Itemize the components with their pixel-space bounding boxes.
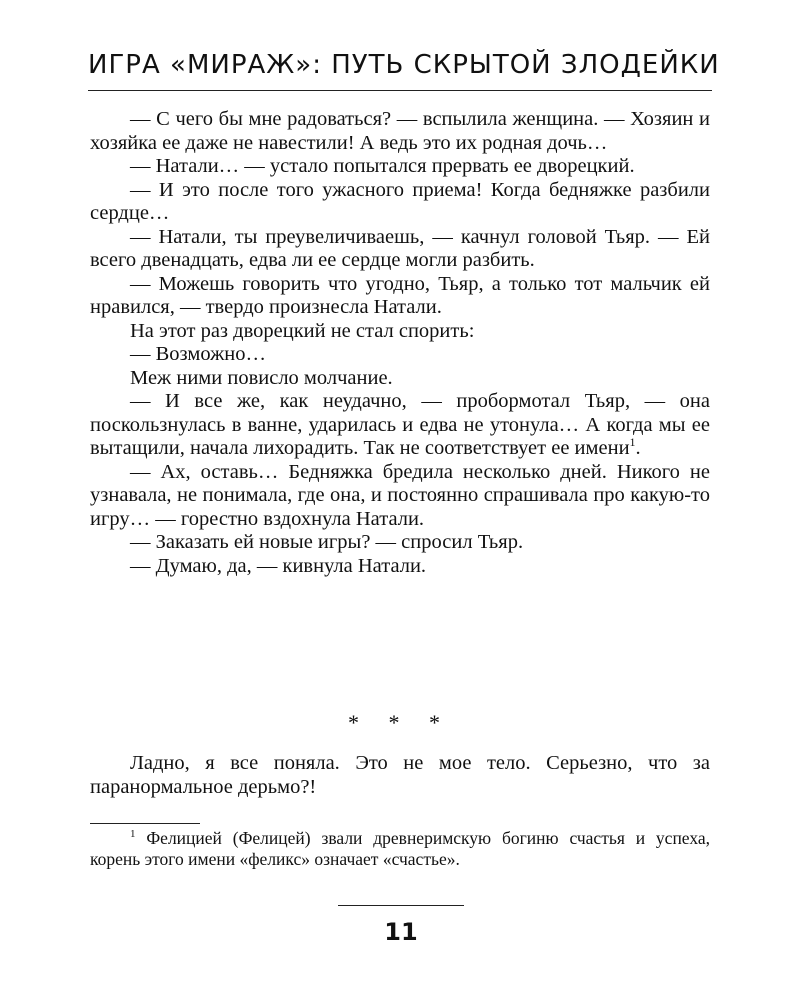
footnote-text: Фелицией (Фелицей) звали древнеримскую богиню счастья и успеха, корень этого имени «феликс» означает «счастье». <box>90 828 711 869</box>
page-number: 11 <box>384 918 418 946</box>
paragraph-after-break: Ладно, я все поняла. Это не мое тело. Серьезно, что за паранормальное дерьмо?! <box>90 752 710 798</box>
footnote-reference[interactable]: 1 <box>629 435 636 450</box>
running-head: ИГРА «МИРАЖ»: ПУТЬ СКРЫТОЙ ЗЛОДЕЙКИ <box>88 50 720 80</box>
paragraph: — Думаю, да, — кивнула Натали. <box>130 554 427 577</box>
paragraph: — Натали… — устало попытался прервать ее дворецкий. <box>130 155 635 177</box>
paragraph: Меж ними повисло молчание. <box>130 366 393 389</box>
paragraph: — Натали, ты преувеличиваешь, — качнул головой Тьяр. — Ей всего двенадцать, едва ли ее сердце могли разбить. <box>90 225 710 271</box>
paragraph: — Можешь говорить что угодно, Тьяр, а только тот мальчик ей нравился, — твердо произнесла Натали. <box>90 272 710 318</box>
paragraph: — Возможно… <box>130 343 266 365</box>
paragraph-text: — И все же, как неудачно, — пробормотал Тьяр, — она поскользнулась в ванне, ударилась и едва не утонула… А когда мы ее вытащили, начала лихорадить. Так не соответствует ее имени <box>90 390 710 459</box>
paragraph-with-footnote: — И все же, как неудачно, — пробормотал Тьяр, — она поскользнулась в ванне, ударилась и едва не утонула… А когда мы ее вытащили, начала лихорадить. Так не соответствует ее имени$^1$. <box>90 390 710 459</box>
paragraph: На этот раз дворецкий не стал спорить: <box>130 319 475 342</box>
scene-break: * * * <box>348 710 452 735</box>
footnote-rule <box>90 823 200 824</box>
body-text <box>90 108 710 578</box>
page-number-rule <box>338 905 464 906</box>
paragraph: — С чего бы мне радоваться? — вспылила женщина. — Хозяин и хозяйка ее даже не навестили! А ведь это их родная дочь… <box>90 108 710 154</box>
paragraph: — И это после того ужасного приема! Когда бедняжке разбили сердце… <box>90 178 710 224</box>
paragraph: — Ах, оставь… Бедняжка бредила несколько дней. Никого не узнавала, не понимала, где она, и постоянно спрашивала про какую-то игру… — горестно вздохнула Натали. <box>90 460 710 530</box>
paragraph: — Заказать ей новые игры? — спросил Тьяр. <box>130 531 524 553</box>
footnote <box>90 828 710 870</box>
footnote-mark: 1 <box>130 828 136 841</box>
header-rule <box>88 90 712 91</box>
